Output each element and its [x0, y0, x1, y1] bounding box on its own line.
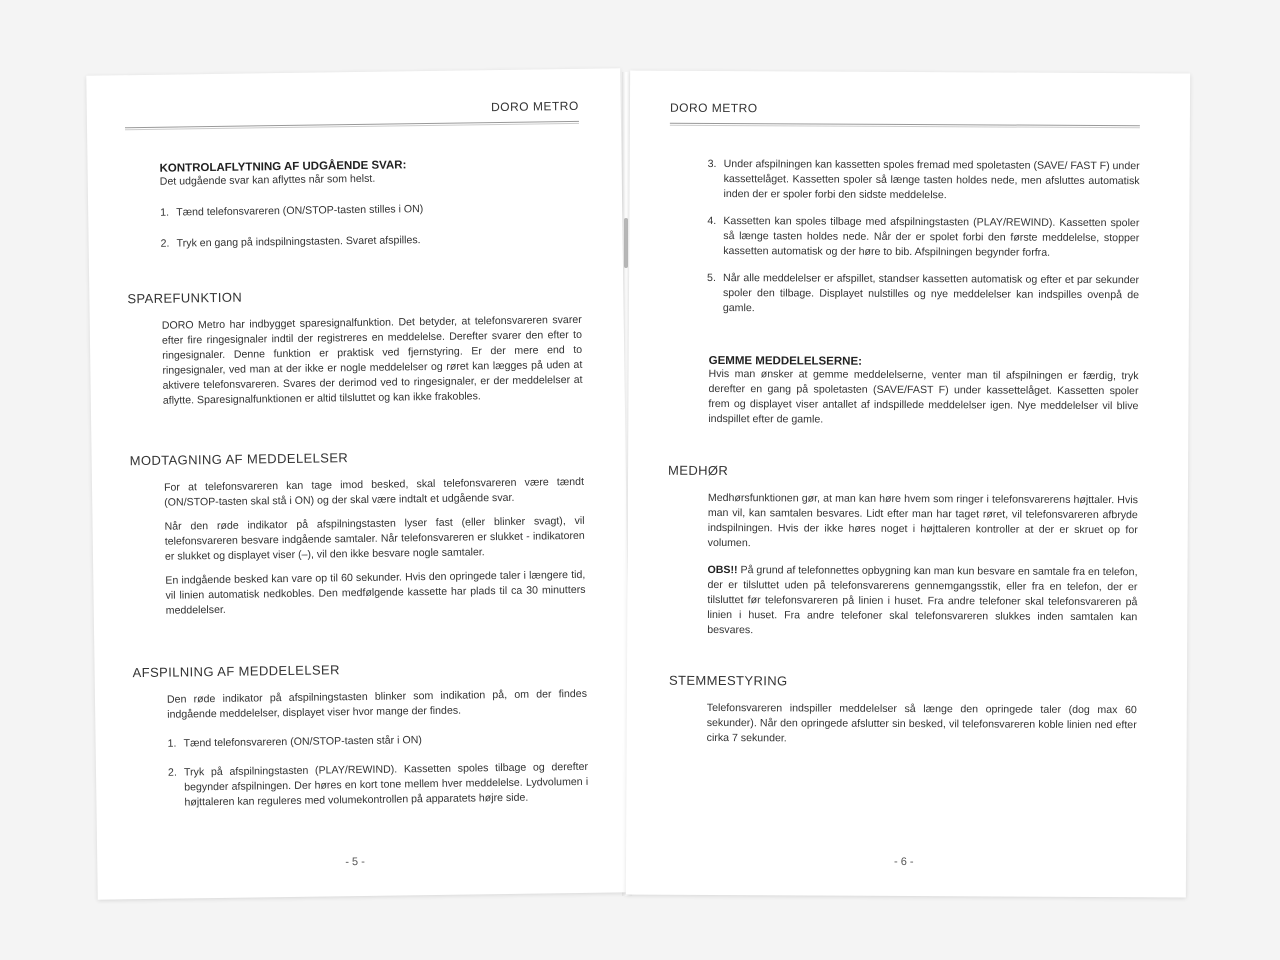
item-number: 5.	[707, 271, 716, 284]
afspilning-body	[167, 687, 589, 811]
item-number: 3.	[707, 157, 717, 170]
list-item	[168, 731, 588, 752]
list-item	[160, 200, 560, 221]
gemme-section	[708, 355, 1138, 429]
item-text: Tryk en gang på indspilningstasten. Svaret afspilles.	[176, 234, 421, 250]
kontrol-section	[159, 157, 560, 252]
obs-text: På grund af telefonnettes opbygning kan man kun besvare en samtale fra en telefon, der er tilsluttet uden på telefonsvarerens gennemgangsstik, eller fra en telefon, der er tilsluttet før telefonsvareren på linien i huset. Fra andre telefoner skal telefonsvareren på linien i huset. Fra andre telefoner skal telefonsvareren slukkes inden samtalen kan besvares.	[707, 564, 1138, 637]
staple-top	[624, 218, 628, 268]
list-item	[161, 231, 561, 252]
modtagning-body	[164, 475, 586, 619]
medhor-text: Medhørsfunktionen gør, at man kan høre hvem som ringer i telefonsvarerens højttaler. Hvis man vil, kan samtalen besvares. Lidt efter man har taget røret, vil telefonsvareren afbryde indspilningen. Hvis der ikke høres noget i højttaleren kontroller at der er skruet op for volumen.	[707, 491, 1138, 550]
section-heading-stemmestyring: STEMMESTYRING	[668, 672, 788, 689]
section-heading-modtagning: MODTAGNING AF MEDDELELSER	[129, 450, 349, 469]
obs-label: OBS!!	[707, 563, 738, 577]
sparefunktion-text: DORO Metro har indbygget sparesignalfunktion. Det betyder, at telefonsvareren svarer efter fire ringesignaler indtil der registreres en meddelelse. Derefter svarer den efter to ringesignaler. Denne funktion er praktisk ved fjernstyring. Er der mere end to ringesignaler, ved man at der ikke er nogle meddelelser og røret kan lægges på uden at aktivere telefonsvareren. Svares der derimod ved to ringesignaler, er der meddelelser at aflytte. Sparesignalfunktionen er altid tilsluttet og kan ikke frakobles.	[161, 313, 583, 407]
stemmestyring-text: Telefonsvareren indspiller meddelelser så længe den opringede taler (dog max 60 sekunder). Når den opringede afslutter sin besked, vil telefonsvareren koble linien ned efter cirka 7 sekunder.	[706, 701, 1137, 745]
header-rule	[125, 121, 579, 130]
medhor-body	[707, 491, 1138, 640]
page-header: DORO METRO	[669, 100, 758, 116]
paragraph: En indgående besked kan vare op til 60 sekunder. Hvis den opringede taler i længere tid, vil linien automatisk nedkobles. Den medfølgende kassette har plads til ca 30 minutters meddelelser.	[165, 568, 586, 617]
section-heading: KONTROLAFLYTNING AF UDGÅENDE SVAR:	[159, 159, 407, 175]
section-heading: GEMME MEDDELELSERNE:	[708, 354, 863, 368]
section-heading-medhor: MEDHØR	[668, 462, 729, 479]
obs-paragraph	[707, 563, 1137, 640]
item-text: Under afspilningen kan kassetten spoles fremad med spoletasten (SAVE/ FAST F) under kassettelåget. Kassetten spoler så længe tasten holdes nede, men afsluttes automatisk inden der er spoler forbi den sidste meddelelse.	[723, 158, 1140, 202]
item-number: 2.	[167, 766, 177, 779]
item-text: Tænd telefonsvareren (ON/STOP-tasten står i ON)	[183, 734, 422, 750]
item-text: Tryk på afspilningstasten (PLAY/REWIND). Kassetten spoles tilbage og derefter begynder afspilningen. Der høres en kort tone mellem hver meddelelse. Lydvolumen i højttaleren kan reguleres med volumekontrollen på apparatets højre side.	[183, 760, 589, 809]
item-text: Når alle meddelelser er afspillet, standser kassetten automatisk og efter et par sekunder spoler den tilbage. Displayet nulstilles og nye meddelelser kan indspilles ovenpå de gamle.	[722, 272, 1140, 315]
section-intro: Den røde indikator på afspilningstasten blinker som indikation på, om der findes indgående meddelelser, displayet viser hvor mange der findes.	[166, 687, 588, 721]
page-header: DORO METRO	[490, 98, 579, 115]
list-item	[707, 157, 1139, 204]
page-number: - 6 -	[893, 855, 914, 869]
list-item	[707, 214, 1139, 261]
gemme-text: Hvis man ønsker at gemme meddelelserne, venter man til afspilningen er færdig, tryk derefter en gang på spoletasten (SAVE/FAST F) under kassettelåget. Kassetten spoler frem og displayet viser antallet af indspillede meddelelser igen. Nye meddelelser vil blive indspillet efter de gamle.	[708, 367, 1139, 426]
section-heading-afspilning: AFSPILNING AF MEDDELELSER	[132, 662, 340, 681]
list-item	[168, 760, 589, 811]
item-number: 1.	[160, 206, 170, 219]
left-page	[86, 68, 631, 899]
list-item	[707, 271, 1139, 318]
item-text: Kassetten kan spoles tilbage med afspilningstasten (PLAY/REWIND). Kassetten spoler så længe tasten holdes nede. Når der er spolet forbi den første meddelelse, stopper kassetten automatisk og der høre to bib. Afspilningen begynder forfra.	[723, 215, 1140, 259]
page-number: - 5 -	[345, 855, 365, 869]
section-intro: Det udgående svar kan aflyttes når som helst.	[159, 172, 376, 188]
item-number: 1.	[167, 737, 177, 750]
paragraph: For at telefonsvareren kan tage imod besked, skal telefonsvareren være tændt (ON/STOP-tasten skal stå i ON) og der skal være indtalt et udgående svar.	[163, 475, 585, 509]
header-rule	[670, 123, 1140, 128]
section-heading-sparefunktion: SPAREFUNKTION	[127, 289, 243, 307]
steps-list	[707, 157, 1140, 318]
right-page	[626, 71, 1190, 898]
item-text: Tænd telefonsvareren (ON/STOP-tasten stilles i ON)	[176, 203, 424, 219]
paragraph: Når den røde indikator på afspilningstasten lyser fast (eller blinker svagt), vil telefonsvareren besvare indgående samtaler. Når telefonsvareren er slukket - indikatoren er slukket og displayet viser (–), vil den ikke besvare nogle samtaler.	[164, 514, 585, 563]
item-number: 2.	[160, 237, 170, 250]
item-number: 4.	[707, 214, 717, 227]
